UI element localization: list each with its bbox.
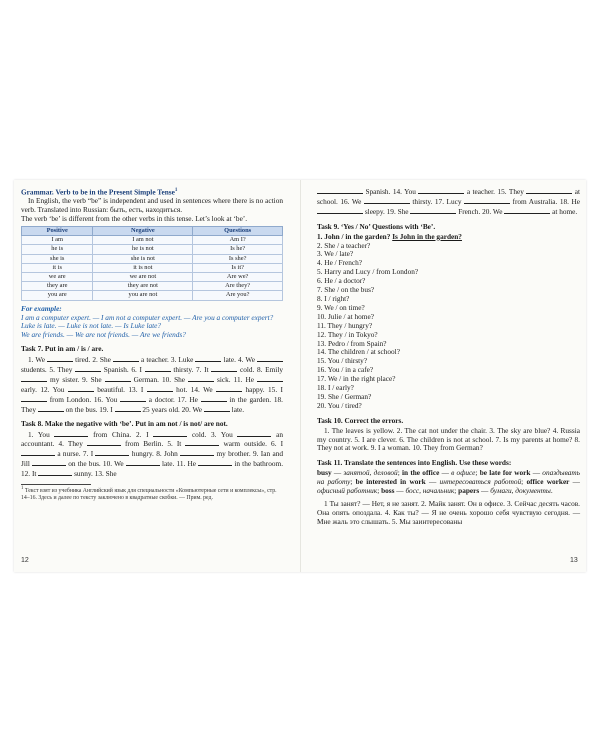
vocab-translation: босс, начальник (405, 486, 455, 496)
exercise-text: cold. 8. Emily (239, 365, 284, 375)
vocab-translation: в офисе (451, 468, 476, 478)
footnote-divider (21, 484, 91, 485)
answer-blank[interactable] (410, 207, 456, 214)
exercise-text: French. 20. We (458, 206, 505, 216)
list-item: 13. Pedro / from Spain? (317, 338, 387, 348)
table-cell: Am I? (193, 236, 283, 245)
table-cell: Is it? (193, 263, 283, 272)
list-item: 20. You / tired? (317, 400, 362, 410)
list-item: 17. We / in the right place? (317, 374, 396, 384)
grammar-heading-text: Grammar. Verb to be in the Present Simple Tense (21, 187, 175, 197)
table-cell: we are (22, 273, 93, 282)
task9-example-answer: Is John in the garden? (392, 231, 462, 241)
answer-blank[interactable] (201, 395, 227, 402)
exercise-text: Spanish. 6. I (103, 365, 145, 375)
answer-blank[interactable] (126, 459, 160, 466)
exercise-text: Spanish. 14. You (365, 187, 419, 196)
table-cell: they are (22, 282, 93, 291)
exercise-text: tired. 2. She (75, 355, 113, 365)
task8-body (21, 430, 283, 480)
exercise-text: in the bathroom. 12. It (21, 459, 284, 479)
vocab-translation: интересоваться работой (439, 477, 522, 487)
answer-blank[interactable] (216, 385, 242, 392)
task10-title: Task 10. Correct the errors. (317, 415, 404, 425)
page-number-left: 12 (21, 557, 29, 564)
exercise-text: 25 years old. 20. We (142, 404, 204, 414)
table-cell: I am (22, 236, 93, 245)
answer-blank[interactable] (38, 405, 64, 412)
table-cell: she is (22, 254, 93, 263)
footnote (21, 486, 283, 502)
list-item: 9. We / on time? (317, 302, 365, 312)
task7-body (21, 355, 283, 414)
table-cell: we are not (93, 273, 193, 282)
answer-blank[interactable] (153, 430, 187, 437)
list-item: 10. Julie / at home? (317, 311, 374, 321)
table-cell: he is (22, 245, 93, 254)
header-negative: Negative (93, 227, 193, 236)
exercise-text: from China. 2. I (93, 429, 154, 439)
exercise-text: at home. (552, 206, 578, 216)
table-cell: I am not (93, 236, 193, 245)
list-item: 18. I / early? (317, 383, 354, 393)
exercise-text: on the bus. 19. I (65, 404, 115, 414)
table-cell: Is she? (193, 254, 283, 263)
exercise-text: sleepy. 19. She (364, 206, 411, 216)
intro-paragraph-1: In English, the verb “be” is independent and used in sentences where there is no action verb. Translated into Russian: быть, есть, находиться. (21, 196, 283, 215)
exercise-text: from Australia. 18. He (512, 196, 580, 206)
answer-blank[interactable] (198, 459, 232, 466)
task7-title: Task 7. Put in am / is / are. (21, 344, 104, 354)
list-item: 15. You / thirsty? (317, 356, 368, 366)
list-item: 4. He / French? (317, 258, 362, 268)
answer-blank[interactable] (526, 187, 572, 194)
exercise-text: thirsty. 7. It (173, 365, 212, 375)
exercise-text: late. 4. We (223, 355, 258, 365)
exercise-text: sunny. 13. She (74, 469, 117, 479)
answer-blank[interactable] (115, 405, 141, 412)
answer-blank[interactable] (257, 375, 283, 382)
table-cell: he is not (93, 245, 193, 254)
list-item: 16. You / in a cafe? (317, 365, 374, 375)
answer-blank[interactable] (180, 449, 214, 456)
vocab-word: be interested in work (355, 477, 426, 487)
answer-blank[interactable] (21, 375, 47, 382)
intro-paragraph-2: The verb ‘be’ is different from the other verbs in this tense. Let’s look at ‘be’. (21, 214, 248, 224)
exercise-text: hungry. 8. John (131, 449, 181, 459)
exercise-text: my sister. 9. She (50, 375, 105, 385)
exercise-text: happy. 15. I (245, 384, 283, 394)
answer-blank[interactable] (145, 365, 171, 372)
page-number-right: 13 (570, 557, 578, 564)
table-row (22, 291, 283, 300)
answer-blank[interactable] (204, 405, 230, 412)
task11-vocabulary: busy — занятой, деловой; in the office — в офисе; be late for work — опаздывать на работу; be interested in work — интересоваться работой; office worker — офисный работник; boss — босс, начальник; papers — бумаги, документы. (317, 468, 580, 496)
example-line: We are friends. — We are not friends. — Are we friends? (21, 330, 186, 340)
exercise-text: beautiful. 13. I (97, 384, 147, 394)
vocab-word: be late for work (479, 468, 531, 478)
answer-blank[interactable] (68, 385, 94, 392)
table-row (22, 254, 283, 263)
vocab-word: office worker (526, 477, 570, 487)
answer-blank[interactable] (120, 395, 146, 402)
left-page (21, 187, 283, 502)
example-title: For example: (21, 303, 62, 313)
task9-example-prompt: 1. John / in the garden? (317, 231, 391, 241)
exercise-text: hot. 14. We (176, 384, 217, 394)
table-cell: you are not (93, 291, 193, 300)
exercise-text: my brother. 9. Ian and Jill (21, 449, 283, 469)
exercise-text: from Berlin. 5. It (124, 439, 186, 449)
exercise-text: a nurse. 7. I (57, 449, 96, 459)
list-item: 8. I / right? (317, 293, 350, 303)
exercise-text: late. 11. He (161, 459, 199, 469)
answer-blank[interactable] (185, 439, 219, 446)
vocab-translation: офисный работник (317, 486, 378, 496)
answer-blank[interactable] (464, 197, 510, 204)
answer-blank[interactable] (317, 207, 363, 214)
table-cell: she is not (93, 254, 193, 263)
table-cell: Are we? (193, 273, 283, 282)
exercise-text: an accountant. 4. They (21, 429, 284, 449)
task11-sentences: 1 Ты занят? — Нет, я не занят. 2. Майк занят. Он в офисе. 3. Сейчас десять часов. Она опять опоздала. 4. Как ты? — Я не очень хорошо себя чувствую сегодня. — Мне жаль это слышать. 5. Мы заинтересованы (317, 499, 580, 526)
answer-blank[interactable] (188, 375, 214, 382)
exercise-text: sick. 11. He (217, 375, 257, 385)
exercise-text: a teacher. 15. They (466, 187, 527, 196)
answer-blank[interactable] (195, 355, 221, 362)
task9-items (317, 242, 580, 411)
exercise-text: a doctor. 17. He (148, 394, 201, 404)
answer-blank[interactable] (504, 207, 550, 214)
answer-blank[interactable] (38, 469, 72, 476)
exercise-text: a teacher. 3. Luke (141, 355, 196, 365)
list-item: 14. The children / at school? (317, 347, 400, 357)
vocab-word: boss (381, 486, 395, 496)
list-item: 7. She / on the bus? (317, 285, 375, 295)
header-questions: Questions (193, 227, 283, 236)
exercise-text: on the bus. 10. We (68, 459, 126, 469)
answer-blank[interactable] (147, 385, 173, 392)
task8-title: Task 8. Make the negative with ‘be’. Put in am not / is not/ are not. (21, 418, 228, 428)
exercise-text: warm outside. 6. I (223, 439, 284, 449)
right-page (317, 187, 580, 527)
exercise-text: early. 12. You (21, 384, 68, 394)
answer-blank[interactable] (95, 449, 129, 456)
table-row (22, 236, 283, 245)
exercise-text: thirsty. 17. Lucy (412, 196, 465, 206)
table-header-row (22, 227, 283, 236)
answer-blank[interactable] (211, 365, 237, 372)
answer-blank[interactable] (75, 365, 101, 372)
exercise-text: at school. 16. We (317, 187, 581, 206)
example-line: Luke is late. — Luke is not late. — Is Luke late? (21, 321, 162, 331)
table-cell: it is (22, 263, 93, 272)
list-item: 11. They / hungry? (317, 320, 373, 330)
answer-blank[interactable] (47, 355, 73, 362)
task8-continuation (317, 187, 580, 217)
list-item: 2. She / a teacher? (317, 240, 371, 250)
answer-blank[interactable] (113, 355, 139, 362)
footnote-text: Текст взят из учебника Английский язык для специальности «Компьютерные сети и комплексы», стр. 14–16. Здесь и далее по тексту заключено в квадратные скобки. — Прим. ред. (21, 488, 277, 501)
table-row (22, 245, 283, 254)
exercise-text: students. 5. They (21, 365, 76, 375)
answer-blank[interactable] (21, 395, 47, 402)
task11-title: Task 11. Translate the sentences into English. Use these words: (317, 458, 512, 468)
answer-blank[interactable] (87, 439, 121, 446)
vocab-word: busy (317, 468, 332, 478)
exercise-text: late. (231, 404, 245, 414)
answer-blank[interactable] (418, 187, 464, 194)
table-cell: it is not (93, 263, 193, 272)
table-cell: Is he? (193, 245, 283, 254)
table-cell: they are not (93, 282, 193, 291)
answer-blank[interactable] (54, 430, 88, 437)
exercise-text: 1. You (28, 429, 55, 439)
vocab-word: in the office (401, 468, 440, 478)
vocab-translation: занятой, деловой (343, 468, 398, 478)
answer-blank[interactable] (317, 187, 363, 194)
answer-blank[interactable] (32, 459, 66, 466)
exercise-text: cold. 3. You (191, 429, 238, 439)
table-cell: you are (22, 291, 93, 300)
answer-blank[interactable] (364, 197, 410, 204)
table-row (22, 263, 283, 272)
table-cell: Are you? (193, 291, 283, 300)
vocab-translation: бумаги, документы (490, 486, 551, 496)
exercise-text: 1. We (28, 355, 48, 365)
vocab-translation: опаздывать на работу (317, 468, 580, 487)
example-line: I am a computer expert. — I am not a computer expert. — Are you a computer expert? (21, 312, 274, 322)
vocab-word: papers (458, 486, 480, 496)
task9-title: Task 9. ‘Yes / No’ Questions with ‘Be’. (317, 221, 436, 231)
footnote-number: 1 (21, 486, 24, 492)
list-item: 5. Harry and Lucy / from London? (317, 267, 419, 277)
be-conjugation-table (21, 226, 283, 301)
list-item: 3. We / late? (317, 249, 354, 259)
list-item: 6. He / a doctor? (317, 276, 366, 286)
page-fold (300, 180, 301, 572)
answer-blank[interactable] (237, 430, 271, 437)
header-positive: Positive (22, 227, 93, 236)
list-item: 12. They / in Tokyo? (317, 329, 378, 339)
answer-blank[interactable] (105, 375, 131, 382)
exercise-text: in the garden. 18. They (21, 394, 283, 414)
exercise-text: from London. 16. You (49, 394, 121, 404)
answer-blank[interactable] (257, 355, 283, 362)
table-cell: Are they? (193, 282, 283, 291)
exercise-text: German. 10. She (133, 375, 189, 385)
table-row (22, 282, 283, 291)
task10-body: 1. The leaves is yellow. 2. The cat not under the chair. 3. The sky are blue? 4. Russia my country. 5. I are clever. 6. The children is not at school. 7. Is my parents at home? 8. They not at work. 9. I a woman. 10. They from German? (317, 425, 580, 453)
answer-blank[interactable] (21, 449, 55, 456)
list-item: 19. She / German? (317, 391, 372, 401)
footnote-mark: 1 (174, 188, 178, 193)
table-row (22, 273, 283, 282)
